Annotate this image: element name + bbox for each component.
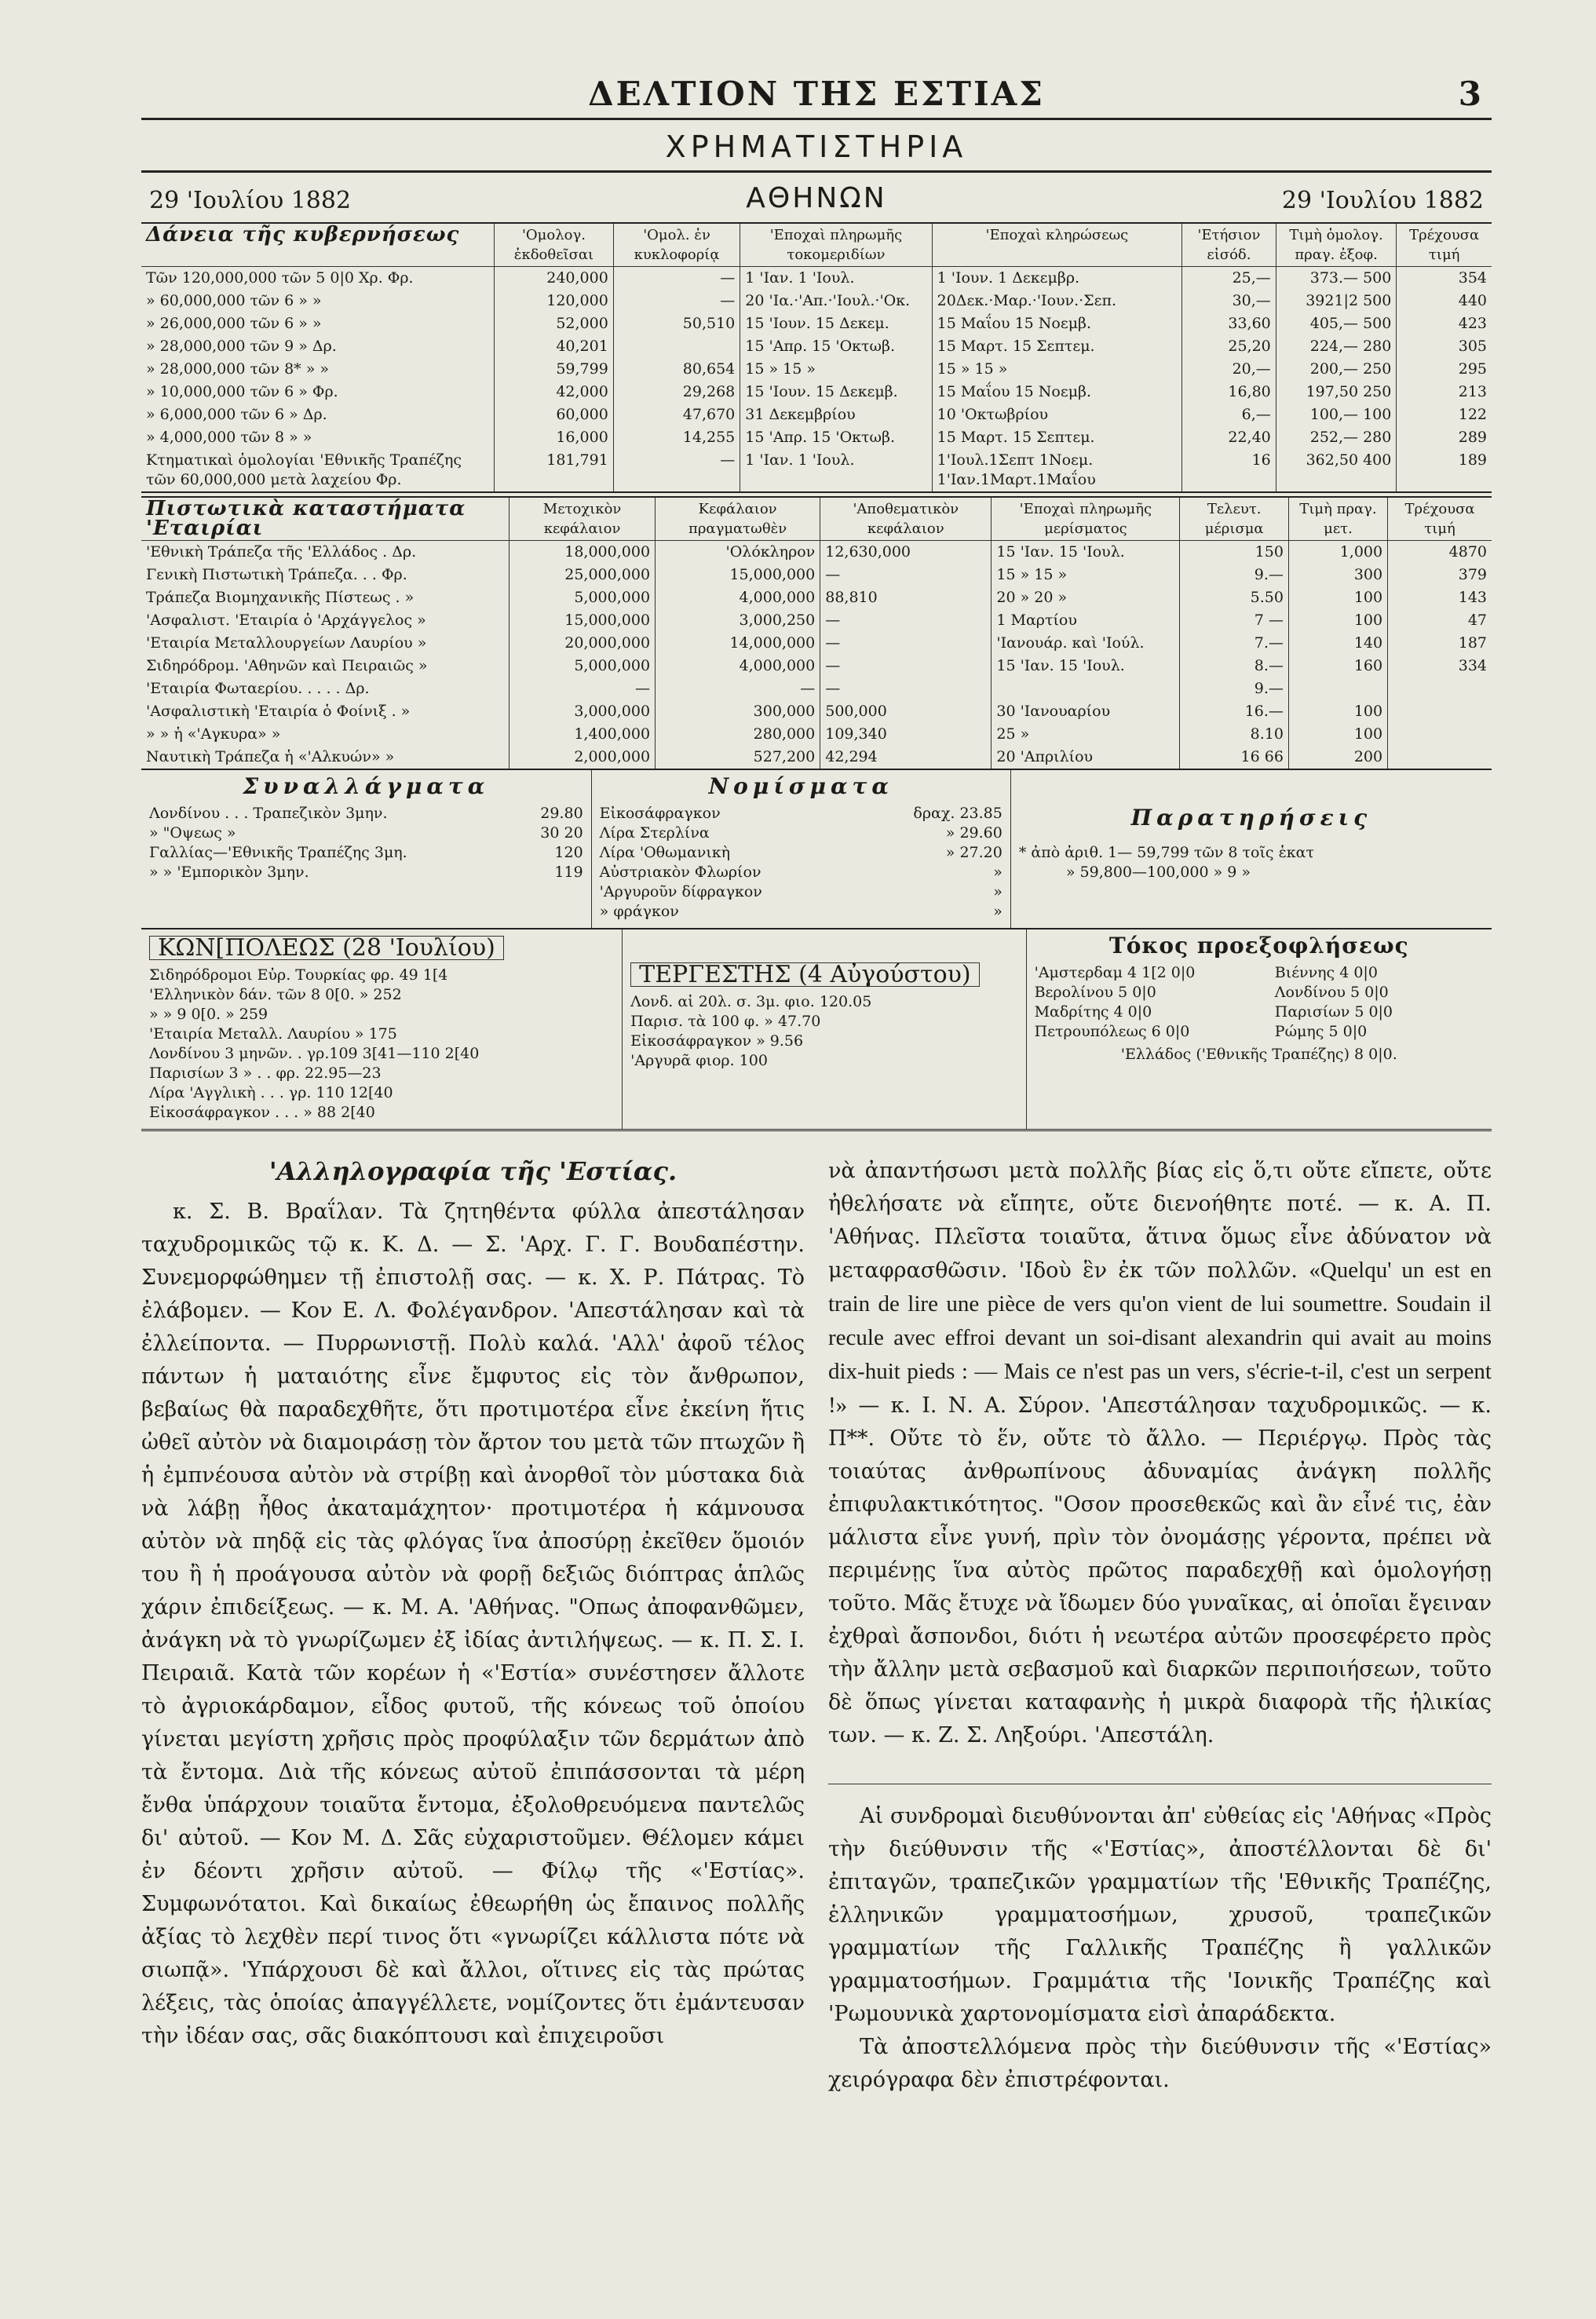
company-cell: 527,200 (656, 746, 820, 769)
coin-row (600, 882, 1003, 902)
coin-value: 27.20 (959, 844, 1003, 861)
loans-cell: 20 'Ια.·'Απ.·'Ιουλ.·'Οκ. (740, 290, 932, 312)
companies-table (141, 498, 1492, 769)
loans-cell: 252,— 280 (1276, 426, 1397, 449)
dateline-city: ΑΘΗΝΩΝ (746, 182, 887, 214)
company-cell: 200 (1288, 746, 1387, 769)
company-cell: 'Εθνικὴ Τράπεζα τῆς 'Ελλάδος . Δρ. (146, 543, 417, 561)
company-cell: 160 (1288, 655, 1387, 677)
loans-cell: » 60,000,000 τῶν 6 » » (146, 292, 322, 309)
coin-values (946, 824, 1003, 843)
loans-header-0: Δάνεια τῆς κυβερνήσεως (141, 224, 495, 267)
loans-cell: 10 'Οκτωβρίου (932, 404, 1182, 426)
remarks-section (1011, 770, 1492, 928)
company-cell: 15,000,000 (656, 564, 820, 586)
loans-cell: 16 (1182, 449, 1276, 491)
discount-left (1035, 963, 1244, 1042)
company-cell: 4,000,000 (656, 655, 820, 677)
remarks-title: Παρατηρήσεις (1130, 805, 1372, 831)
company-cell: 100 (1288, 609, 1387, 632)
company-cell: 379 (1388, 564, 1492, 586)
company-cell: 'Ιανουάρ. καὶ 'Ιούλ. (992, 632, 1180, 655)
loans-cell: 3921|2 500 (1276, 290, 1397, 312)
loans-cell: 50,510 (613, 312, 740, 335)
coin-unit: » (993, 903, 1003, 920)
dateline-left: 29 'Ιουλίου 1882 (149, 187, 352, 214)
discount-columns (1035, 963, 1484, 1042)
exchange-row (149, 843, 583, 863)
company-row (141, 609, 1492, 632)
company-cell: Γενικὴ Πιστωτικὴ Τράπεζα. . . Φρ. (146, 566, 407, 583)
company-cell: 143 (1388, 586, 1492, 609)
loans-row (141, 335, 1492, 358)
loans-cell: 15 Μαρτ. 15 Σεπτεμ. (932, 426, 1182, 449)
loans-cell: 15 Μαΐου 15 Νοεμβ. (932, 312, 1182, 335)
company-cell: 3,000,000 (509, 700, 656, 723)
loans-cell: — (613, 449, 740, 491)
loans-cell: 6,— (1182, 404, 1276, 426)
loans-row (141, 404, 1492, 426)
loans-cell: 16,80 (1182, 381, 1276, 404)
company-row (141, 655, 1492, 677)
coin-values (993, 902, 1003, 922)
correspondence-section (141, 1155, 1492, 2097)
company-cell: 25 » (992, 723, 1180, 746)
exchange-row (149, 824, 583, 843)
coin-value: 29.60 (959, 824, 1003, 842)
company-cell: 140 (1288, 632, 1387, 655)
constantinople-rows (149, 966, 614, 1123)
loans-cell: 423 (1397, 312, 1492, 335)
companies-table-block (141, 496, 1492, 770)
company-cell: Τράπεζα Βιομηχανικῆς Πίστεως . » (146, 589, 415, 606)
company-cell: 1,000 (1288, 541, 1387, 564)
company-header-6: Τιμὴ πραγ. μετ. (1288, 498, 1387, 541)
company-cell: 334 (1388, 655, 1492, 677)
discount-section (1027, 929, 1492, 1129)
company-header-0: Πιστωτικὰ καταστήματα 'Εταιρίαι (141, 498, 509, 541)
loans-cell: 15 » 15 » (932, 358, 1182, 381)
loans-cell: 14,255 (613, 426, 740, 449)
trieste-row: 'Αργυρᾶ φιορ. 100 (630, 1052, 768, 1069)
company-header-5: Τελευτ. μέρισμα (1180, 498, 1288, 541)
loans-cell: 60,000 (495, 404, 614, 426)
loans-cell: 80,654 (613, 358, 740, 381)
company-cell: 15 'Ιαν. 15 'Ιουλ. (992, 541, 1180, 564)
loans-body (141, 267, 1492, 492)
exchange-value: 120 (554, 844, 583, 861)
loans-cell: 295 (1397, 358, 1492, 381)
discount-title: Τόκος προεξοφλήσεως (1108, 933, 1409, 959)
company-cell: — (820, 632, 992, 655)
loans-header-3: 'Εποχαὶ πληρωμῆς τοκομεριδίων (740, 224, 932, 267)
trieste-row: Παρισ. τὰ 100 φ. » 47.70 (630, 1013, 821, 1030)
loans-cell: Κτηματικαὶ ὁμολογίαι 'Εθνικῆς Τραπέζης τῶν 60,000,000 μετὰ λαχείου Φρ. (146, 451, 462, 488)
constantinople-title: ΚΩΝ[ΠΟΛΕΩΣ (28 'Ιουλίου) (149, 936, 504, 960)
loans-cell: 15 Μαΐου 15 Νοεμβ. (932, 381, 1182, 404)
loans-table-block (141, 222, 1492, 493)
company-cell: 2,000,000 (509, 746, 656, 769)
loans-cell: 122 (1397, 404, 1492, 426)
company-cell: 25,000,000 (509, 564, 656, 586)
coin-row (600, 863, 1003, 882)
company-cell: Σιδηρόδρομ. 'Αθηνῶν καὶ Πειραιῶς » (146, 657, 428, 674)
exchange-value: 30 20 (540, 824, 583, 842)
loans-cell: 1 'Ιαν. 1 'Ιουλ. (740, 267, 932, 290)
company-cell: 15 'Ιαν. 15 'Ιουλ. (992, 655, 1180, 677)
coins-title: Νομίσματα (708, 773, 893, 799)
company-cell: 100 (1288, 700, 1387, 723)
company-cell: 300,000 (656, 700, 820, 723)
company-cell: » » ἡ «'Αγκυρα» » (146, 725, 281, 743)
loans-cell: 52,000 (495, 312, 614, 335)
loans-row (141, 312, 1492, 335)
company-cell: 7.— (1180, 632, 1288, 655)
discount-row: Βιέννης 4 0|0 (1274, 964, 1378, 981)
discount-right (1275, 963, 1484, 1042)
loans-cell: » 4,000,000 τῶν 8 » » (146, 429, 312, 446)
section-title: ΧΡΗΜΑΤΙΣΤΗΡΙΑ (665, 130, 968, 164)
dateline (141, 177, 1492, 219)
loans-cell: — (613, 267, 740, 290)
coin-row (600, 804, 1003, 824)
exchange-value: 119 (554, 864, 583, 881)
correspondence-text-2a: νὰ ἀπαντήσωσι μετὰ πολλῆς βίας εἰς ὅ,τι οὔτε εἴπετε, οὔτε ἠθελήσατε νὰ εἴπητε, οὔτε διενοήθητε ποτέ. — κ. Α. Π. 'Αθήνας. Πλεῖστα τοιαῦτα, ἅτινα ὅμως εἶνε ἀδύνατον νὰ μεταφρασθῶσιν. 'Ιδοὺ ἓν ἐκ τῶν πολλῶν. (828, 1159, 1492, 1283)
correspondence-column-1 (141, 1155, 805, 2097)
loans-cell: 15 Μαρτ. 15 Σεπτεμ. (932, 335, 1182, 358)
loans-header-1: 'Ομολογ. ἐκδοθεῖσαι (495, 224, 614, 267)
loans-cell: 120,000 (495, 290, 614, 312)
company-cell: 9.— (1180, 677, 1288, 700)
coin-rows (600, 804, 1003, 922)
company-cell: 300 (1288, 564, 1387, 586)
trieste-section (623, 929, 1026, 1129)
loans-cell: 100,— 100 (1276, 404, 1397, 426)
coin-row (600, 843, 1003, 863)
coin-label: Λίρα Στερλίνα (599, 824, 710, 842)
loans-row (141, 358, 1492, 381)
company-header-7: Τρέχουσα τιμή (1388, 498, 1492, 541)
company-cell: 16.— (1180, 700, 1288, 723)
discount-footer: 'Ελλάδος ('Εθνικῆς Τραπέζης) 8 0|0. (1120, 1046, 1397, 1063)
loans-cell: 47,670 (613, 404, 740, 426)
loans-header-7: Τρέχουσα τιμή (1397, 224, 1492, 267)
loans-header-5: 'Ετήσιον εἰσόδ. (1182, 224, 1276, 267)
exchange-title: Συναλλάγματα (243, 773, 490, 799)
company-cell: — (509, 677, 656, 700)
page-number: 3 (1458, 75, 1484, 113)
discount-row: Πετρουπόλεως 6 0|0 (1034, 1023, 1190, 1040)
company-cell: 5,000,000 (509, 655, 656, 677)
discount-row: 'Αμστερδαμ 4 1[2 0|0 (1034, 964, 1196, 981)
loans-header-4: 'Εποχαὶ κληρώσεως (932, 224, 1182, 267)
company-cell: 'Εταιρία Φωταερίου. . . . . Δρ. (146, 680, 370, 697)
exchange-row (149, 863, 583, 882)
constantinople-row: Λίρα 'Αγγλικὴ . . . γρ. 110 12[40 (149, 1084, 393, 1101)
trieste-row: Λονδ. αἱ 20λ. σ. 3μ. φιο. 120.05 (630, 993, 872, 1010)
coin-unit: » (993, 883, 1003, 900)
constantinople-section (141, 929, 623, 1129)
loans-cell: 1'Ιουλ.1Σεπτ 1Νοεμ. 1'Ιαν.1Μαρτ.1Μαΐου (932, 449, 1182, 491)
dateline-right: 29 'Ιουλίου 1882 (1281, 187, 1484, 214)
loans-cell: » 28,000,000 τῶν 9 » Δρ. (146, 338, 337, 355)
markets-row (141, 929, 1492, 1131)
company-cell: 'Ασφαλιστικὴ 'Εταιρία ὁ Φοίνιξ . » (146, 703, 411, 720)
company-cell: 16 66 (1180, 746, 1288, 769)
loans-cell (613, 335, 740, 358)
company-cell: 20,000,000 (509, 632, 656, 655)
loans-cell: 200,— 250 (1276, 358, 1397, 381)
loans-cell: 240,000 (495, 267, 614, 290)
correspondence-text-1: κ. Σ. Β. Βραΐλαν. Τὰ ζητηθέντα φύλλα ἀπεστάλησαν ταχυδρομικῶς τῷ κ. Κ. Δ. — Σ. 'Αρχ. Γ. Γ. Βουδαπέστην. Συνεμορφώθημεν τῇ ἐπιστολῇ σας. — κ. Χ. Ρ. Πάτρας. Τὸ ἐλάβομεν. — Κον Ε. Λ. Φολέγανδρον. 'Απεστάλησαν καὶ τὰ ἐλλείποντα. — Πυρρωνιστῇ. Πολὺ καλά. 'Αλλ' ἀφοῦ τέλος πάντων ἡ ματαιότης εἶνε ἔμφυτος εἰς τὸν ἄνθρωπον, βεβαίως θὰ παραδεχθῆτε, ὅτι προτιμοτέρα εἶνε ἐκείνη ἥτις ὠθεῖ αὐτὸν νὰ διαμοιράσῃ τὸν ἄρτον του μετὰ τῶν πτωχῶν ἢ ἡ ἐμπνέουσα αὐτὸν νὰ στρίβῃ καὶ ἀνορθοῖ τὸν μύστακα διὰ νὰ λάβῃ ἦθος ἀκαταμάχητον· προτιμοτέρα ἡ κάμνουσα αὐτὸν νὰ πηδᾷ εἰς τὰς φλόγας ἵνα ἀποσύρῃ ἐκεῖθεν ὅμοιόν του ἢ ἡ προάγουσα αὐτὸν νὰ φορῇ δεξιῶς διόπτρας ἁπλῶς χάριν ἐπιδείξεως. — κ. Μ. Α. 'Αθήνας. "Οπως ἀποφανθῶμεν, ἀνάγκη νὰ τὸ γνωρίζωμεν ἐξ ἰδίας ἀντιλήψεως. — κ. Π. Σ. Ι. Πειραιᾶ. Κατὰ τῶν κορέων ἡ «'Εστία» συνέστησεν ἄλλοτε τὸ ἀγριοκάρδαμον, εἶδος φυτοῦ, τῆς κόνεως τοῦ ὁποίου γίνεται μεγίστη χρῆσις πρὸς προφύλαξιν τῶν δερμάτων ἀπὸ τὰ ἔντομα. Διὰ τῆς κόνεως αὐτοῦ ἐπιπάσσονται τὰ μέρη ἔνθα ὑπάρχουν τοιαῦτα ἔντομα, ἐξολοθρευόμενα παντελῶς δι' αὐτοῦ. — Κον Μ. Δ. Σᾶς εὐχαριστοῦμεν. Θέλομεν κάμει ἐν δέοντι χρῆσιν αὐτοῦ. — Φίλῳ τῆς «'Εστίας». Συμφωνότατοι. Καὶ δικαίως ἐθεωρήθη ὡς ἔπαινος πολλῆς ἀξίας τὸ λεχθὲν περί τινος ὅτι «γνωρίζει κάλλιστα πότε νὰ σιωπᾷ». 'Υπάρχουσι δὲ καὶ ἄλλοι, οἵτινες εἰς τὰς πρώτας λέξεις, τὰς ὁποίας ἀπαγγέλλετε, νομίζοντες ὅτι ἐμάντευσαν τὴν ἰδέαν σας, σᾶς διακόπτουσι καὶ ἐπιχειροῦσι (141, 1200, 805, 2048)
subscription-notice: Αἱ συνδρομαὶ διευθύνονται ἀπ' εὐθείας εἰς 'Αθήνας «Πρὸς τὴν διεύθυνσιν τῆς «'Εστίας», ἀποστέλλονται δὲ δι' ἐπιταγῶν, τραπεζικῶν γραμματίων τῆς 'Εθνικῆς Τραπέζης, ἑλληνικῶν γραμματοσήμων, χρυσοῦ, τραπεζικῶν γραμματίων τῆς Γαλλικῆς Τραπέζης ἢ γαλλικῶν γραμματοσήμων. Γραμμάτια τῆς 'Ιονικῆς Τραπέζης καὶ 'Ρωμουνικὰ χαρτονομίσματα εἰσὶ ἀπαράδεκτα. (828, 1804, 1492, 2026)
company-row (141, 586, 1492, 609)
loans-cell: Τῶν 120,000,000 τῶν 5 0|0 Χρ. Φρ. (146, 269, 414, 287)
coin-label: Εἰκοσάφραγκον (599, 805, 721, 822)
loans-cell: 20Δεκ.·Μαρ.·'Ιουν.·Σεπ. (932, 290, 1182, 312)
correspondence-title: 'Αλληλογραφία τῆς 'Εστίας. (268, 1156, 677, 1186)
loans-cell: 189 (1397, 449, 1492, 491)
loans-cell: 1 'Ιαν. 1 'Ιουλ. (740, 449, 932, 491)
companies-body (141, 541, 1492, 769)
loans-cell: 362,50 400 (1276, 449, 1397, 491)
trieste-rows (630, 992, 1017, 1071)
loans-cell: 213 (1397, 381, 1492, 404)
company-cell: 5.50 (1180, 586, 1288, 609)
constantinople-row: » » 9 0[0. » 259 (149, 1006, 268, 1023)
masthead-title: ΔΕΛΤΙΟΝ ΤΗΣ ΕΣΤΙΑΣ (588, 75, 1045, 113)
loans-cell: 40,201 (495, 335, 614, 358)
company-cell: 100 (1288, 723, 1387, 746)
coin-label: 'Αργυροῦν δίφραγκον (599, 883, 762, 900)
company-cell: 20 » 20 » (992, 586, 1180, 609)
company-cell: 'Ασφαλιστ. 'Εταιρία ὁ 'Αρχάγγελος » (146, 612, 426, 629)
exchange-label: » "Οψεως » (149, 824, 236, 842)
loans-cell: 405,— 500 (1276, 312, 1397, 335)
coin-values (946, 843, 1003, 863)
loans-cell: 15 'Απρ. 15 'Οκτωβ. (740, 335, 932, 358)
discount-row: Παρισίων 5 0|0 (1274, 1003, 1393, 1021)
company-cell: 280,000 (656, 723, 820, 746)
company-header-2: Κεφάλαιον πραγματωθὲν (656, 498, 820, 541)
loans-header-row (141, 224, 1492, 267)
coins-section (592, 770, 1011, 928)
company-cell: 42,294 (820, 746, 992, 769)
company-cell: 12,630,000 (820, 541, 992, 564)
remarks-line-1: * ἀπὸ ἀριθ. 1— 59,799 τῶν 8 τοῖς ἑκατ (1018, 844, 1315, 861)
loans-cell: » 28,000,000 τῶν 8* » » (146, 360, 330, 378)
coin-unit: δραχ. (913, 805, 960, 822)
remarks-line-2: » 59,800—100,000 » 9 » (1065, 864, 1251, 881)
coin-values (913, 804, 1002, 824)
loans-row (141, 290, 1492, 312)
loans-cell: 16,000 (495, 426, 614, 449)
exchange-label: » » 'Εμπορικὸν 3μην. (149, 864, 309, 881)
company-cell: — (820, 655, 992, 677)
company-cell: 5,000,000 (509, 586, 656, 609)
company-cell (1388, 746, 1492, 769)
company-row (141, 564, 1492, 586)
company-cell: 20 'Απριλίου (992, 746, 1180, 769)
loans-cell: 25,— (1182, 267, 1276, 290)
company-row (141, 746, 1492, 769)
loans-header-6: Τιμὴ ὁμολογ. πραγ. ἐξοφ. (1276, 224, 1397, 267)
company-cell: 'Ολόκληρον (656, 541, 820, 564)
constantinople-row: 'Εταιρία Μεταλλ. Λαυρίου » 175 (149, 1025, 397, 1043)
exchange-value: 29.80 (540, 805, 583, 822)
loans-cell: » 26,000,000 τῶν 6 » » (146, 315, 322, 332)
company-cell: 8.10 (1180, 723, 1288, 746)
company-cell (1388, 723, 1492, 746)
constantinople-row: Λονδίνου 3 μηνῶν. . γρ.109 3[41—110 2[40 (149, 1045, 480, 1062)
loans-cell: » 6,000,000 τῶν 6 » Δρ. (146, 406, 327, 423)
coin-label: » φράγκον (599, 903, 679, 920)
loans-cell: 15 » 15 » (740, 358, 932, 381)
discount-row: Βερολίνου 5 0|0 (1034, 984, 1156, 1001)
coin-row (600, 824, 1003, 843)
loans-cell: 20,— (1182, 358, 1276, 381)
companies-header-row (141, 498, 1492, 541)
company-cell: 3,000,250 (656, 609, 820, 632)
company-cell: 4,000,000 (656, 586, 820, 609)
company-cell: 47 (1388, 609, 1492, 632)
company-cell: 15 » 15 » (992, 564, 1180, 586)
loans-row (141, 381, 1492, 404)
company-cell: — (656, 677, 820, 700)
company-cell: 30 'Ιανουαρίου (992, 700, 1180, 723)
constantinople-row: Παρισίων 3 » . . φρ. 22.95—23 (149, 1065, 382, 1082)
company-cell: Ναυτικὴ Τράπεζα ἡ «'Αλκυών» » (146, 748, 395, 765)
discount-row: Μαδρίτης 4 0|0 (1034, 1003, 1152, 1021)
loans-cell: 29,268 (613, 381, 740, 404)
company-cell: 15,000,000 (509, 609, 656, 632)
coin-unit: » (945, 824, 960, 842)
loans-cell: 22,40 (1182, 426, 1276, 449)
coin-label: Λίρα 'Οθωμανικὴ (599, 844, 731, 861)
company-header-3: 'Αποθεματικὸν κεφάλαιον (820, 498, 992, 541)
loans-table (141, 224, 1492, 491)
discount-row: Λονδίνου 5 0|0 (1274, 984, 1389, 1001)
coin-label: Αὐστριακὸν Φλωρίον (599, 864, 761, 881)
constantinople-row: Εἰκοσάφραγκον . . . » 88 2[40 (149, 1104, 375, 1121)
company-cell: 7 — (1180, 609, 1288, 632)
exchange-label: Λονδίνου . . . Τραπεζικὸν 3μην. (149, 805, 388, 822)
loans-cell: 373.— 500 (1276, 267, 1397, 290)
loans-cell: » 10,000,000 τῶν 6 » Φρ. (146, 383, 338, 400)
masthead (141, 75, 1492, 113)
coin-values (993, 882, 1003, 902)
coin-row (600, 902, 1003, 922)
company-row (141, 677, 1492, 700)
loans-cell: 440 (1397, 290, 1492, 312)
loans-cell: 305 (1397, 335, 1492, 358)
loans-cell: 42,000 (495, 381, 614, 404)
company-cell: — (820, 564, 992, 586)
loans-cell: 15 'Απρ. 15 'Οκτωβ. (740, 426, 932, 449)
company-cell: 100 (1288, 586, 1387, 609)
loans-cell: 59,799 (495, 358, 614, 381)
exchange-coins-remarks-row (141, 770, 1492, 929)
loans-row (141, 267, 1492, 290)
section-rule (141, 170, 1492, 173)
company-cell: 500,000 (820, 700, 992, 723)
company-header-4: 'Εποχαὶ πληρωμῆς μερίσματος (992, 498, 1180, 541)
company-cell: 8.— (1180, 655, 1288, 677)
company-cell: 'Εταιρία Μεταλλουργείων Λαυρίου » (146, 634, 427, 652)
constantinople-row: Σιδηρόδρομοι Εὐρ. Τουρκίας φρ. 49 1[4 (149, 966, 448, 984)
coin-values (993, 863, 1003, 882)
coin-unit: » (993, 864, 1003, 881)
trieste-row: Εἰκοσάφραγκον » 9.56 (630, 1032, 804, 1050)
company-cell: 150 (1180, 541, 1288, 564)
loans-cell: 354 (1397, 267, 1492, 290)
coin-value: 23.85 (959, 805, 1003, 822)
masthead-rule (141, 118, 1492, 120)
loans-cell: 15 'Ιουν. 15 Δεκεμ. (740, 312, 932, 335)
company-cell: 18,000,000 (509, 541, 656, 564)
constantinople-row: 'Ελληνικὸν δάν. τῶν 8 0[0. » 252 (149, 986, 402, 1003)
company-cell (1288, 677, 1387, 700)
company-cell (1388, 700, 1492, 723)
trieste-title: ΤΕΡΓΕΣΤΗΣ (4 Αὐγούστου) (630, 962, 979, 987)
loans-cell: — (613, 290, 740, 312)
company-cell: 88,810 (820, 586, 992, 609)
company-cell: 1,400,000 (509, 723, 656, 746)
loans-header-2: 'Ομολ. ἐν κυκλοφορίᾳ (613, 224, 740, 267)
company-cell (992, 677, 1180, 700)
correspondence-text-2b: — κ. Ι. Ν. Α. Σύρον. 'Απεστάλησαν ταχυδρομικῶς. — κ. Π**. Οὔτε τὸ ἕν, οὔτε τὸ ἄλλο. — Περιέργῳ. Πρὸς τὰς τοιαύτας ἀνθρωπίνους ἀδυναμίας ἀνάγκη πολλῆς ἐπιφυλακτικότητος. "Οσον προσεθεκῶς καὶ ἂν εἶνέ τις, ἐὰν μάλιστα εἶνε γυνή, πρὶν τὸν ὀνομάσῃς γέροντα, πρέπει νὰ περιμένῃς ἵνα αὐτὸς πρῶτος παραδεχθῇ καὶ ὁμολογήσῃ τοῦτο. Μᾶς ἔτυχε νὰ ἴδωμεν δύο γυναῖκας, αἱ ὁποῖαι ἔγειναν ἐχθραὶ ἄσπονδοι, διότι ἡ νεωτέρα αὐτῶν προσεφέρετο πρὸς τὴν ἄλλην μετὰ σεβασμοῦ καὶ διαρκῶν περιποιήσεων, τοῦτο δὲ ὅπως γίνεται καταφανὴς ἡ μικρὰ διαφορὰ τῆς ἡλικίας των. — κ. Ζ. Σ. Ληξούρι. 'Απεστάλη. (828, 1393, 1492, 1747)
discount-row: Ρώμης 5 0|0 (1274, 1023, 1368, 1040)
exchange-row (149, 804, 583, 824)
loans-cell: 31 Δεκεμβρίου (740, 404, 932, 426)
company-cell: 1 Μαρτίου (992, 609, 1180, 632)
exchange-rows (149, 804, 583, 882)
company-cell (1388, 677, 1492, 700)
loans-row (141, 426, 1492, 449)
coin-unit: » (945, 844, 960, 861)
loans-cell: 33,60 (1182, 312, 1276, 335)
company-row (141, 723, 1492, 746)
loans-cell: 25,20 (1182, 335, 1276, 358)
newspaper-page (141, 75, 1492, 2097)
french-quote: «Quelqu' un est en train de lire une pièce de vers qu'on vient de lui soumettre. Soudain il recule avec effroi devant un soi-disant alexandrin qui avait au moins dix-huit pieds : — Mais ce n'est pas un vers, s'écrie-t-il, c'est un serpent !» (828, 1258, 1492, 1418)
exchange-section (141, 770, 592, 928)
loans-cell: 197,50 250 (1276, 381, 1397, 404)
loans-row (141, 449, 1492, 491)
company-row (141, 632, 1492, 655)
manuscripts-notice: Τὰ ἀποστελλόμενα πρὸς τὴν διεύθυνσιν τῆς «'Εστίας» χειρόγραφα δὲν ἐπιστρέφονται. (828, 2035, 1492, 2092)
loans-cell: 15 'Ιουν. 15 Δεκεμβ. (740, 381, 932, 404)
loans-cell: 30,— (1182, 290, 1276, 312)
company-cell: 187 (1388, 632, 1492, 655)
loans-cell: 1 'Ιουν. 1 Δεκεμβρ. (932, 267, 1182, 290)
company-cell: 9.— (1180, 564, 1288, 586)
exchange-label: Γαλλίας—'Εθνικῆς Τραπέζης 3μη. (149, 844, 407, 861)
correspondence-column-2 (828, 1155, 1492, 2097)
company-header-1: Μετοχικὸν κεφάλαιον (509, 498, 656, 541)
company-cell: — (820, 677, 992, 700)
company-cell: 109,340 (820, 723, 992, 746)
loans-cell: 181,791 (495, 449, 614, 491)
loans-cell: 289 (1397, 426, 1492, 449)
company-cell: 14,000,000 (656, 632, 820, 655)
company-cell: 4870 (1388, 541, 1492, 564)
loans-cell: 224,— 280 (1276, 335, 1397, 358)
company-row (141, 541, 1492, 564)
company-row (141, 700, 1492, 723)
company-cell: — (820, 609, 992, 632)
